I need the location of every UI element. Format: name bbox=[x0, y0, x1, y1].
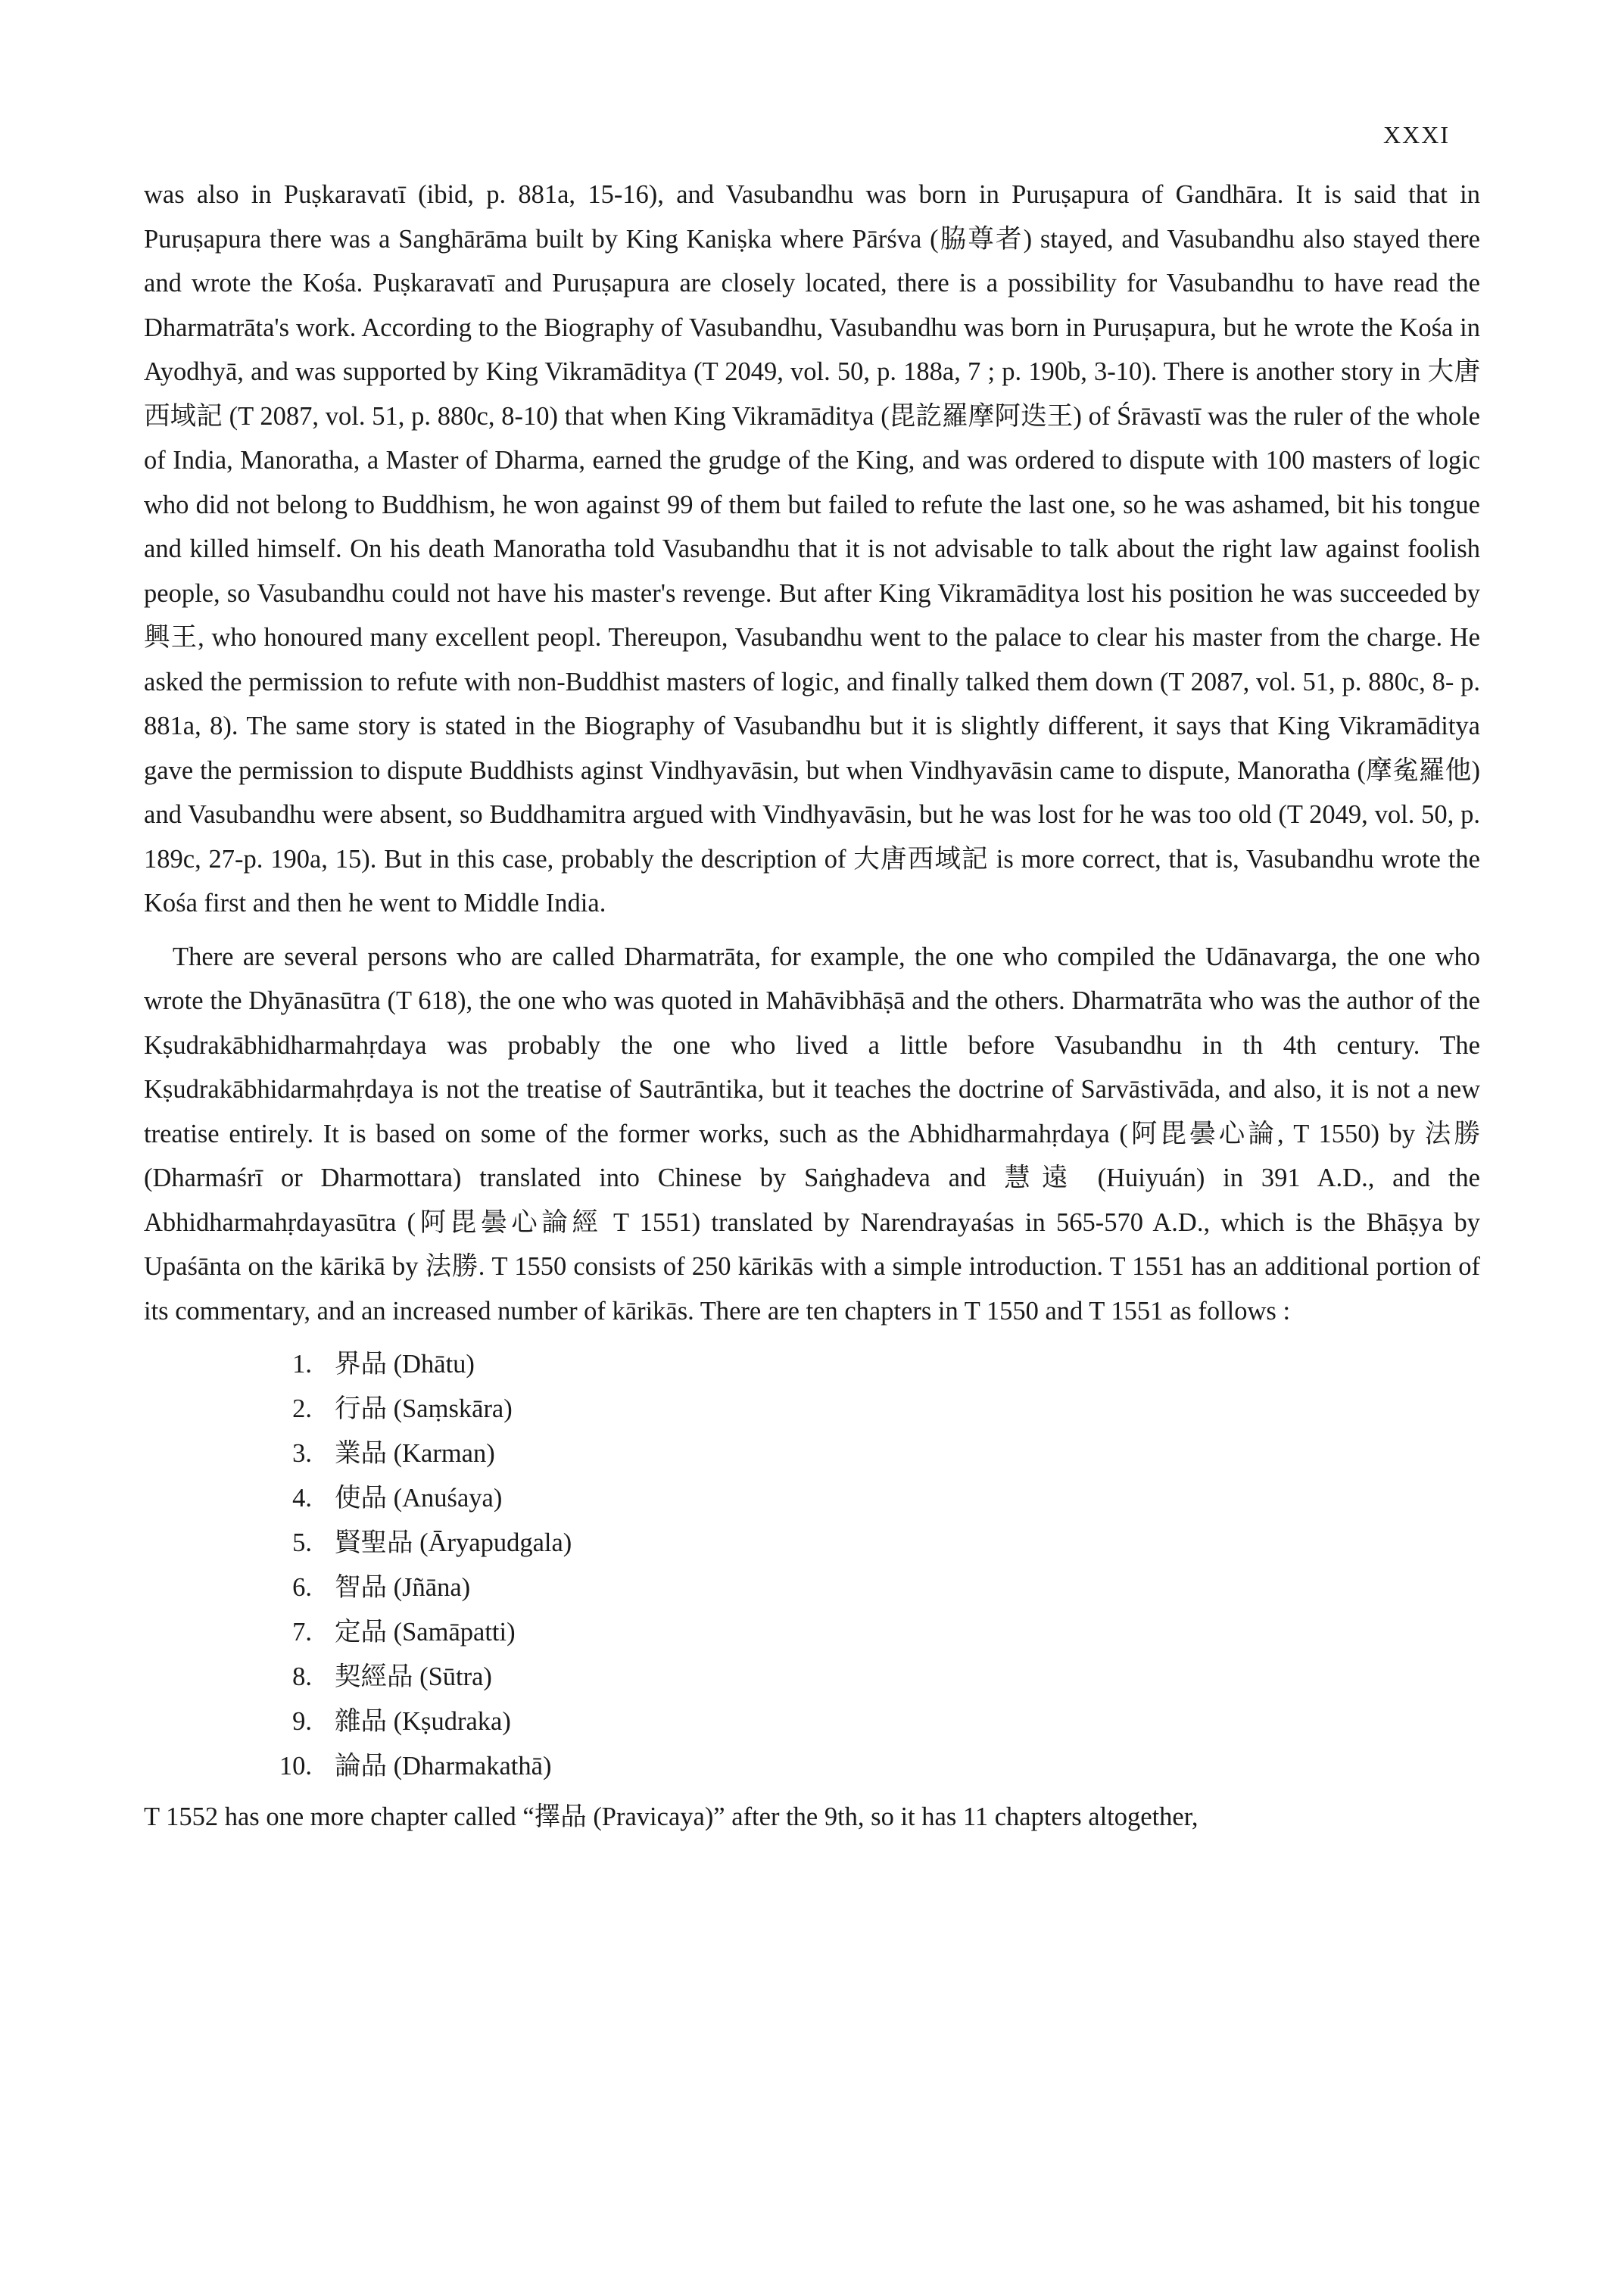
body-text bbox=[144, 173, 1480, 1840]
chapter-item bbox=[265, 1432, 1480, 1476]
paragraph-dharmatrata: There are several persons who are called Dharmatrāta, for example, the one who compiled the Udānavarga, the one who wrote the Dhyānasūtra (T 618), the one who was quoted in Mahāvibhāṣā and the others. Dharmatrāta who was the author of the Kṣudrakābhidharmahṛdaya was probably the one who lived a little before Vasubandhu in th 4th century. The Kṣudrakābhidarmahṛdaya is not the treatise of Sautrāntika, but it teaches the doctrine of Sarvāstivāda, and also, it is not a new treatise entirely. It is based on some of the former works, such as the Abhidharmahṛdaya (阿毘曇心論, T 1550) by 法勝 (Dharmaśrī or Dharmottara) translated into Chinese by Saṅghadeva and 慧遠 (Huiyuán) in 391 A.D., and the Abhidharmahṛdayasūtra (阿毘曇心論經 T 1551) translated by Narendrayaśas in 565-570 A.D., which is the Bhāṣya by Upaśānta on the kārikā by 法勝. T 1550 consists of 250 kārikās with a simple introduction. T 1551 has an additional portion of its commentary, and an increased number of kārikās. There are ten chapters in T 1550 and T 1551 as follows : bbox=[144, 942, 1480, 1326]
chapter-title: 行品 (Saṃskāra) bbox=[335, 1394, 513, 1423]
chapter-number: 5. bbox=[292, 1528, 312, 1557]
chapter-item bbox=[265, 1699, 1480, 1744]
page-number: XXXI bbox=[1383, 121, 1450, 148]
chapter-number: 2. bbox=[292, 1394, 312, 1423]
chapter-title: 使品 (Anuśaya) bbox=[335, 1484, 503, 1513]
chapter-title: 業品 (Karman) bbox=[335, 1439, 495, 1468]
chapter-title: 雜品 (Kṣudraka) bbox=[335, 1707, 511, 1736]
chapter-title: 契經品 (Sūtra) bbox=[335, 1662, 492, 1691]
chapter-number: 9. bbox=[292, 1707, 312, 1736]
chapter-item bbox=[265, 1655, 1480, 1699]
chapter-number: 3. bbox=[292, 1439, 312, 1468]
chapter-item bbox=[265, 1521, 1480, 1566]
chapter-item bbox=[265, 1342, 1480, 1387]
chapter-number: 8. bbox=[292, 1662, 312, 1691]
paragraph-vasubandhu-history: was also in Puṣkaravatī (ibid, p. 881a, 15-16), and Vasubandhu was born in Puruṣapura of Gandhāra. It is said that in Puruṣapura there was a Sanghārāma built by King Kaniṣka where Pārśva (脇尊者) stayed, and Vasubandhu also stayed there and wrote the Kośa. Puṣkaravatī and Puruṣapura are closely located, there is a possibility for Vasubandhu to have read the Dharmatrāta's work. According to the Biography of Vasubandhu, Vasubandhu was born in Puruṣapura, but he wrote the Kośa in Ayodhyā, and was supported by King Vikramāditya (T 2049, vol. 50, p. 188a, 7 ; p. 190b, 3-10). There is another story in 大唐西域記 (T 2087, vol. 51, p. 880c, 8-10) that when King Vikramāditya (毘訖羅摩阿迭王) of Śrāvastī was the ruler of the whole of India, Manoratha, a Master of Dharma, earned the grudge of the King, and was ordered to dispute with 100 masters of logic who did not belong to Buddhism, he won against 99 of them but failed to refute the last one, so he was ashamed, bit his tongue and killed himself. On his death Manoratha told Vasubandhu that it is not advisable to talk about the right law against foolish people, so Vasubandhu could not have his master's revenge. But after King Vikramāditya lost his position he was succeeded by 興王, who honoured many excellent peopl. Thereupon, Vasubandhu went to the palace to clear his master from the charge. He asked the permission to refute with non-Buddhist masters of logic, and finally talked them down (T 2087, vol. 51, p. 880c, 8- p. 881a, 8). The same story is stated in the Biography of Vasubandhu but it is slightly different, it says that King Vikramāditya gave the permission to dispute Buddhists aginst Vindhyavāsin, but when Vindhyavāsin came to dispute, Manoratha (摩㝹羅他) and Vasubandhu were absent, so Buddhamitra argued with Vindhyavāsin, but he was lost for he was too old (T 2049, vol. 50, p. 189c, 27-p. 190a, 15). But in this case, probably the description of 大唐西域記 is more correct, that is, Vasubandhu wrote the Kośa first and then he went to Middle India. bbox=[144, 180, 1480, 918]
chapter-item bbox=[265, 1387, 1480, 1432]
chapter-item bbox=[265, 1476, 1480, 1521]
chapter-number: 6. bbox=[292, 1573, 312, 1602]
chapter-item bbox=[265, 1744, 1480, 1789]
paragraph-t1552: T 1552 has one more chapter called “擇品 (Pravicaya)” after the 9th, so it has 11 chapters altogether, bbox=[144, 1802, 1199, 1831]
chapter-title: 賢聖品 (Āryapudgala) bbox=[335, 1528, 572, 1557]
chapter-title: 論品 (Dharmakathā) bbox=[335, 1752, 552, 1781]
chapter-title: 定品 (Samāpatti) bbox=[335, 1618, 516, 1647]
chapter-title: 界品 (Dhātu) bbox=[335, 1350, 475, 1379]
chapter-number: 10. bbox=[279, 1752, 312, 1781]
chapter-number: 7. bbox=[292, 1618, 312, 1647]
chapter-number: 4. bbox=[292, 1484, 312, 1513]
chapter-title: 智品 (Jñāna) bbox=[335, 1573, 471, 1602]
chapter-item bbox=[265, 1566, 1480, 1610]
chapter-item bbox=[265, 1610, 1480, 1655]
chapter-number: 1. bbox=[292, 1350, 312, 1379]
chapter-list bbox=[144, 1342, 1480, 1789]
